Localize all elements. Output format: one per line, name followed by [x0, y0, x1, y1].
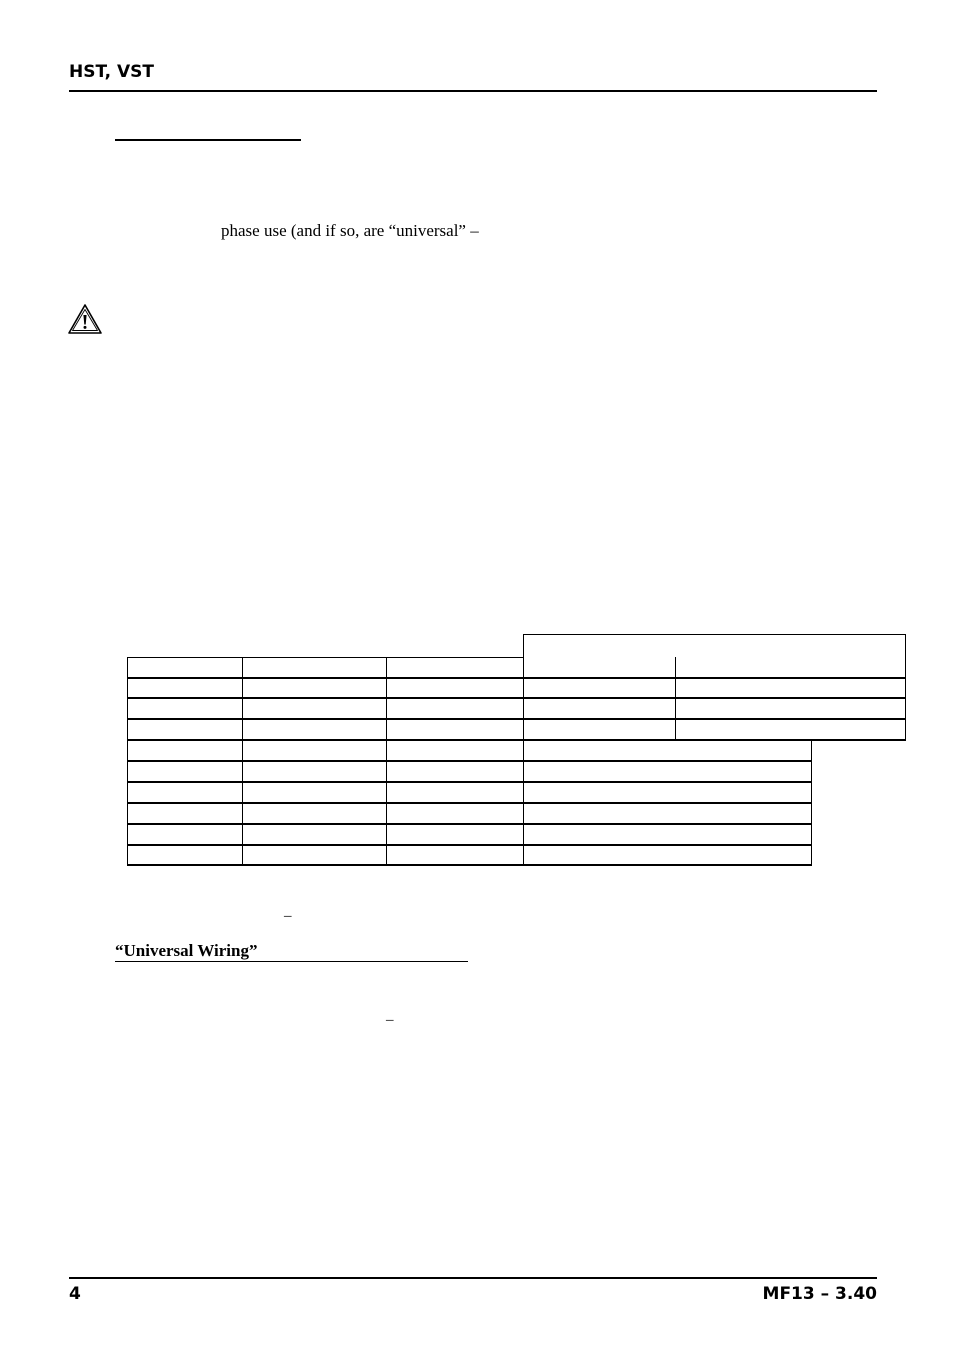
table-row [127, 739, 906, 741]
section-heading-underline [115, 139, 301, 141]
footer-rule [69, 1277, 877, 1279]
table-header-group [523, 634, 906, 678]
table-row [127, 718, 906, 720]
table-row [127, 781, 812, 783]
table-row [127, 760, 812, 762]
running-header: HST, VST [69, 62, 155, 82]
body-text-line: phase use (and if so, are “universal” – [221, 221, 479, 240]
table-row [127, 823, 812, 825]
document-code: MF13 – 3.40 [762, 1284, 877, 1304]
header-rule [69, 90, 877, 92]
page-number: 4 [69, 1284, 81, 1304]
warning-triangle-icon [67, 303, 103, 335]
table-row [127, 697, 906, 699]
table-row [127, 864, 812, 866]
dash-fragment: – [386, 1012, 394, 1028]
universal-wiring-heading: “Universal Wiring” [115, 941, 258, 960]
table-row [127, 844, 812, 846]
table-header-rule [127, 657, 523, 658]
table-col-divider [905, 634, 906, 739]
dash-fragment: – [284, 908, 292, 924]
heading-underline [115, 961, 468, 962]
table-row [127, 677, 906, 679]
table-row [127, 802, 812, 804]
